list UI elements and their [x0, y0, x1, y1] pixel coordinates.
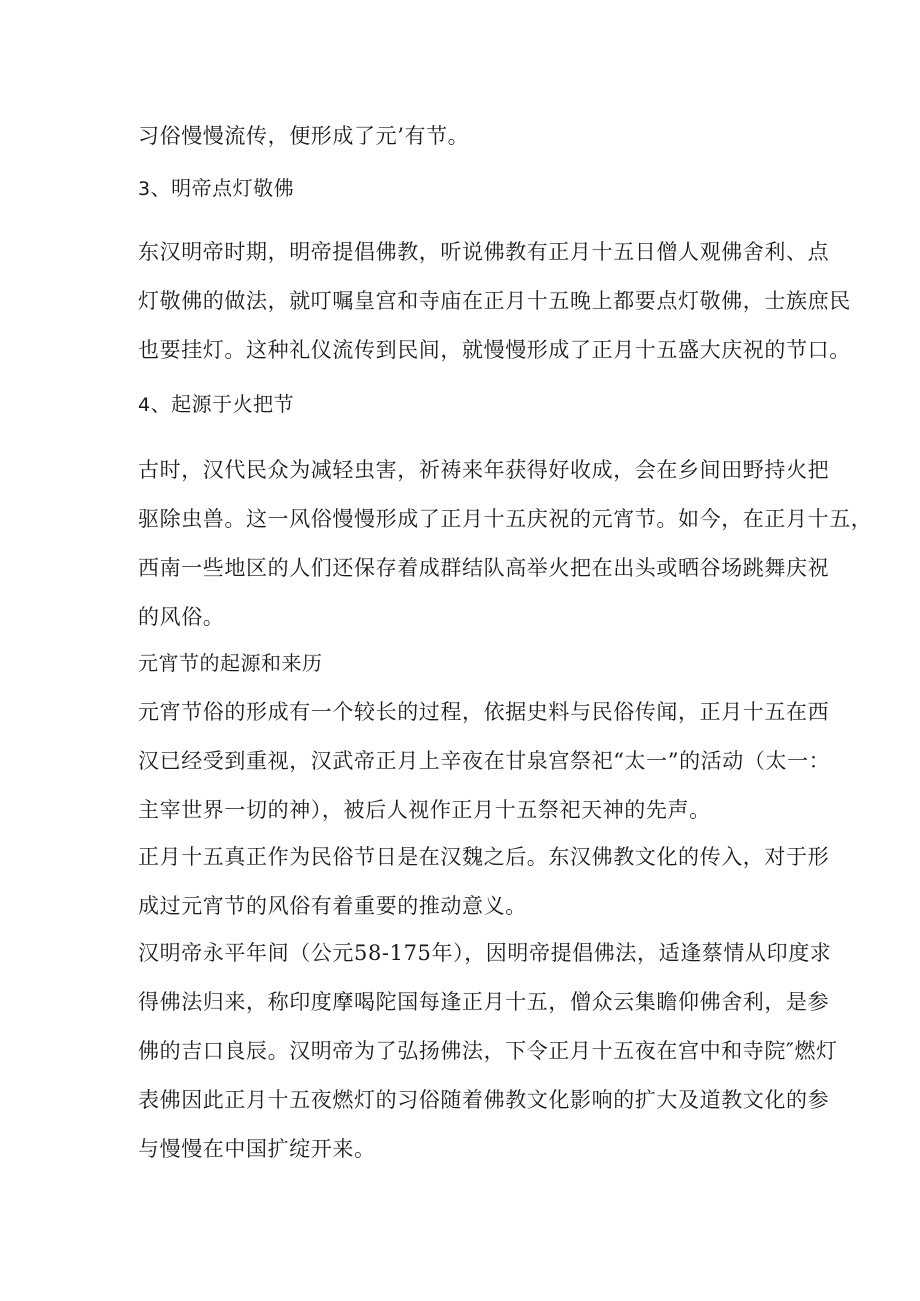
text-line: 西南一些地区的人们还保存着成群结队高举火把在出头或晒谷场跳舞庆祝	[138, 556, 830, 580]
paragraph-yongping	[138, 929, 838, 1174]
text-line: 习俗慢慢流传，便形成了元’有节。	[138, 124, 470, 148]
heading-text: 、明帝点灯敬佛	[150, 176, 295, 200]
paragraph-torch-festival	[138, 446, 873, 642]
paragraph-origin	[138, 688, 831, 835]
heading-text: 、起源于火把节	[150, 392, 295, 416]
text-line: 得佛法归来，称印度摩喝陀国每逢正月十五，僧众云集瞻仰佛舍利，是参	[138, 990, 830, 1014]
text-line: 东汉明帝时期，明帝提倡佛教，听说佛教有正月十五日僧人观佛舍利、点	[138, 240, 830, 264]
text-line: 表佛因此正月十五夜燃灯的习俗随着佛教文化影响的扩大及道教文化的参	[138, 1088, 830, 1112]
text-line: 汉已经受到重视，汉武帝正月上辛夜在甘泉宫祭祀“太一”的活动（太一：	[138, 749, 831, 773]
heading-ming-emperor	[138, 173, 798, 204]
text-line: 灯敬佛的做法，就叮嘱皇宫和寺庙在正月十五晚上都要点灯敬佛，士族庶民	[138, 289, 851, 313]
heading-number: 3	[138, 178, 151, 200]
paragraph-intro	[138, 112, 798, 161]
heading-torch-festival	[138, 389, 798, 420]
text-line: 的风俗。	[138, 605, 225, 629]
paragraph-han-wei	[138, 833, 830, 931]
text-line: 与慢慢在中国扩绽开来。	[138, 1137, 376, 1161]
text-line: 驱除虫兽。这一风俗慢慢形成了正月十五庆祝的元宵节。如今，在正月十五，	[138, 507, 873, 531]
text-line: 古时，汉代民众为减轻虫害，祈祷来年获得好收成，会在乡间田野持火把	[138, 458, 830, 482]
text-line: 正月十五真正作为民俗节日是在汉魏之后。东汉佛教文化的传入，对于形	[138, 845, 830, 869]
text-line: 汉明帝永平年间（公元58-175年），因明帝提倡佛法，适逢蔡情从印度求	[138, 941, 832, 965]
text-line: 成过元宵节的风俗有着重要的推动意义。	[138, 894, 527, 918]
text-line: 也要挂灯。这种礼仪流传到民间，就慢慢形成了正月十五盛大庆祝的节口。	[138, 338, 851, 362]
heading-number: 4	[138, 394, 151, 416]
section-title: 元宵节的起源和来历	[138, 651, 323, 675]
paragraph-ming-emperor	[138, 228, 851, 375]
text-line: 元宵节俗的形成有一个较长的过程，依据史料与民俗传闻，正月十五在西	[138, 700, 830, 724]
text-line: 主宰世界一切的神），被后人视作正月十五祭祀天神的先声。	[138, 798, 711, 822]
text-line: 佛的吉口良辰。汉明帝为了弘扬佛法，下令正月十五夜在宫中和寺院″燃灯	[138, 1039, 838, 1063]
